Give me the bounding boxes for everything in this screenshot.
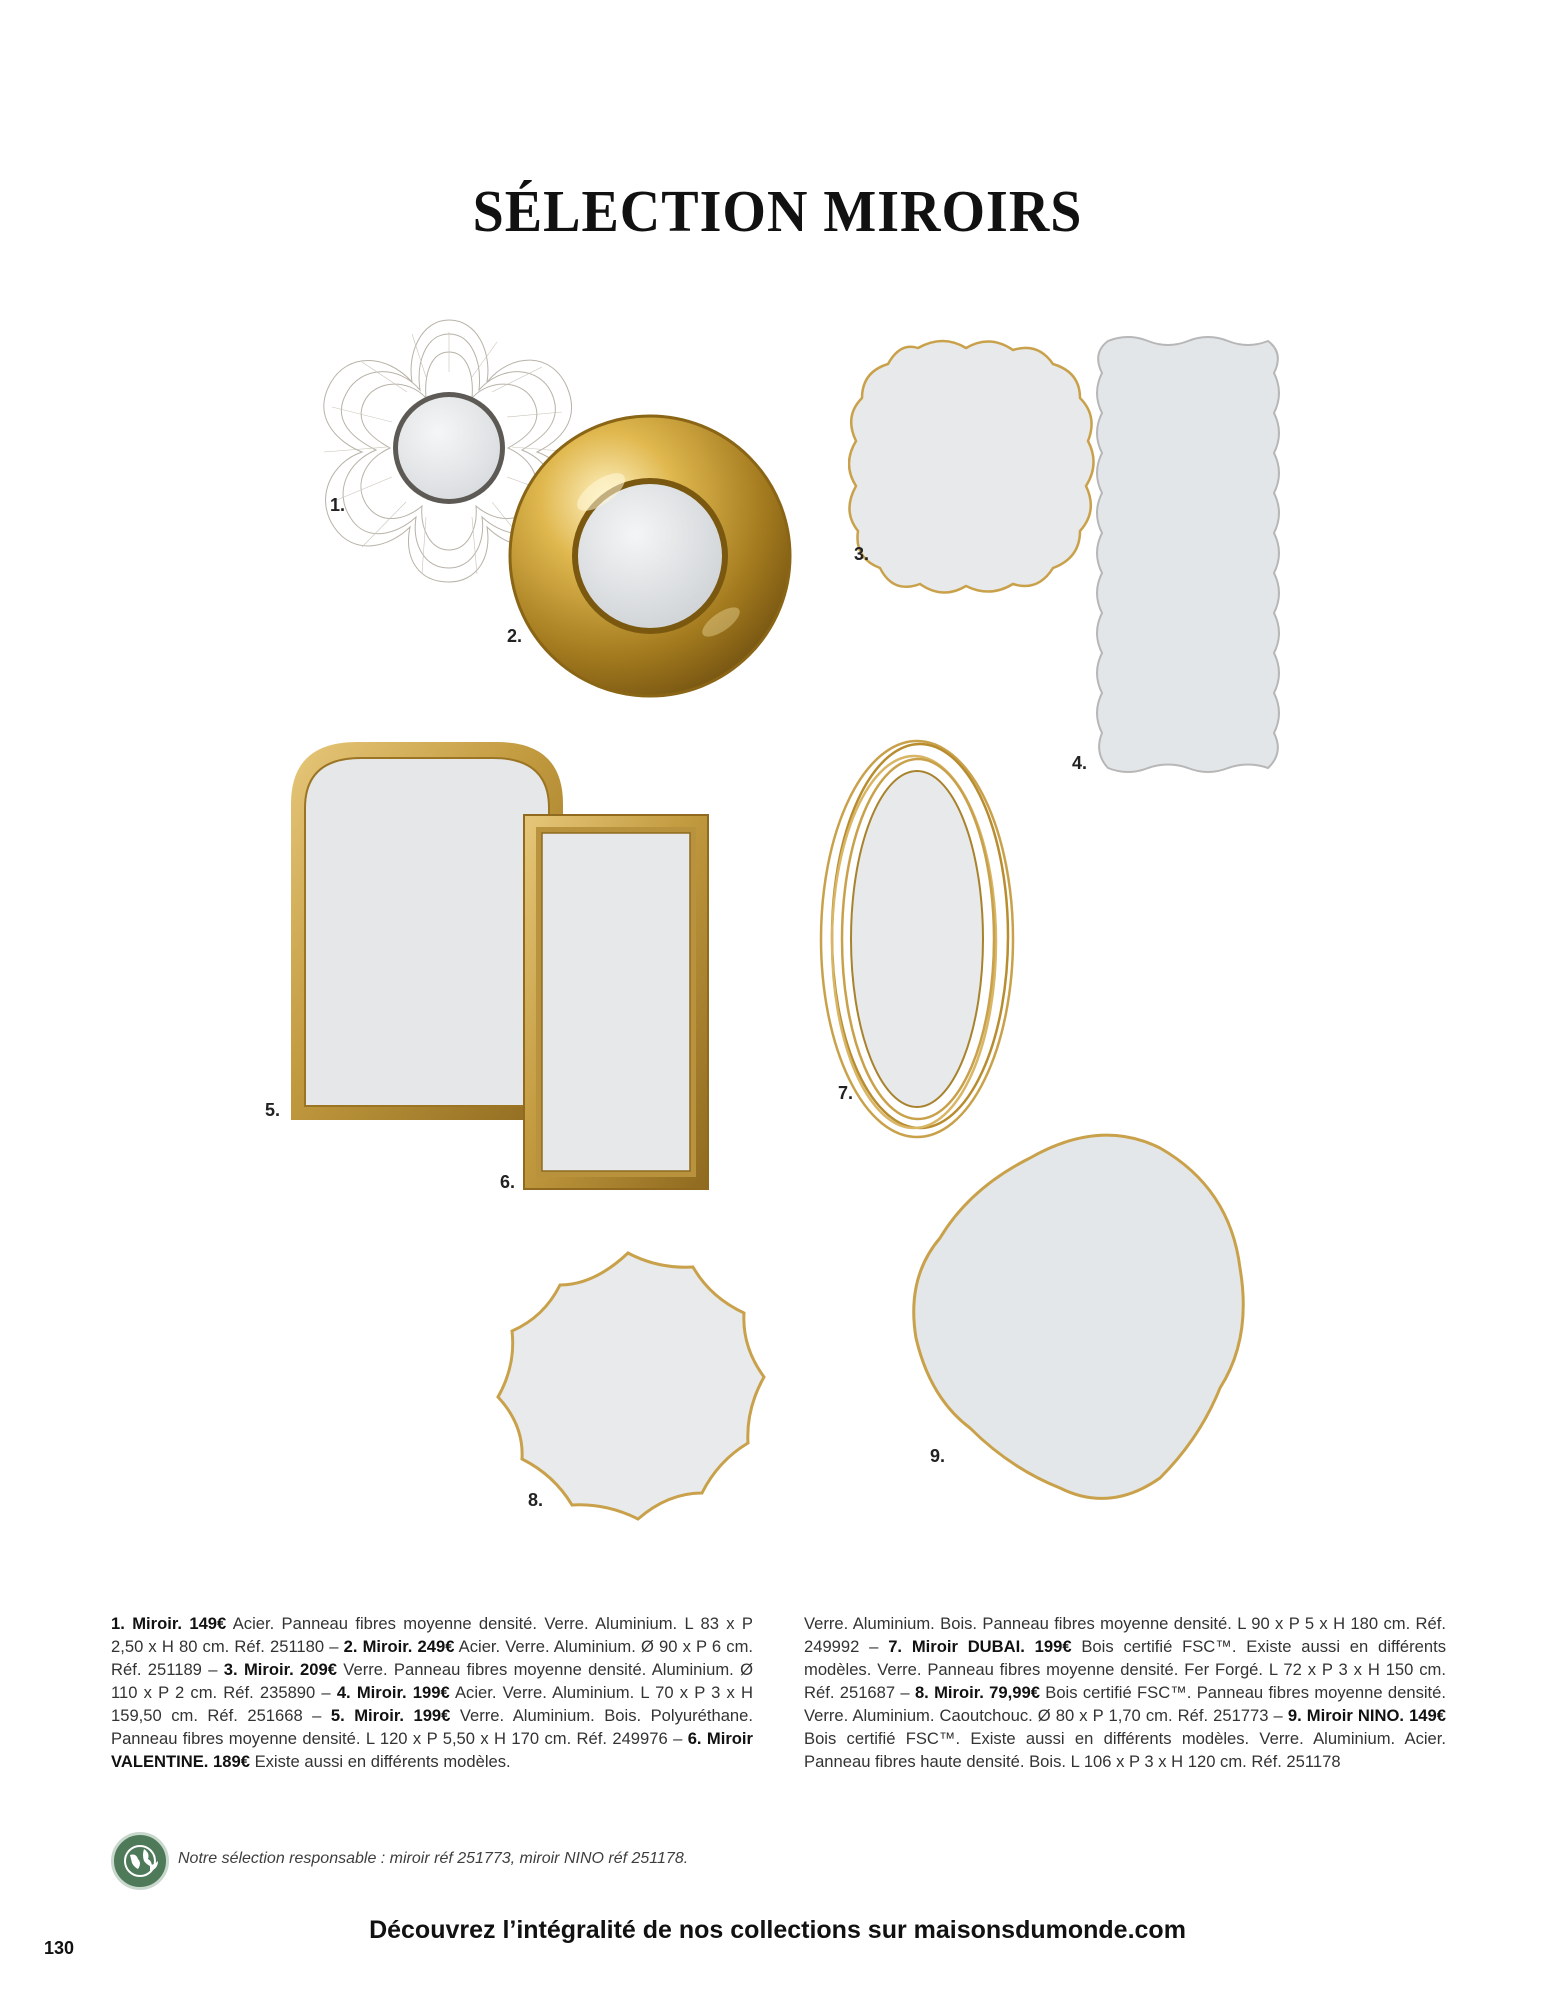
item-3-name: 3. Miroir. 209€ bbox=[223, 1660, 337, 1679]
mirror-5-label: 5. bbox=[265, 1100, 281, 1120]
mirror-2-image bbox=[506, 412, 794, 700]
globe-leaf-icon bbox=[111, 1832, 169, 1890]
description-column-2 bbox=[804, 1612, 1446, 1773]
mirror-9-label: 9. bbox=[930, 1446, 946, 1466]
item-4-text: Acier. Verre. Aluminium. L 70 x P 3 x H 159,50 cm. Réf. 251668 – bbox=[111, 1683, 753, 1725]
mirror-3-image bbox=[848, 336, 1098, 618]
mirror-9-image bbox=[910, 1128, 1260, 1508]
item-5-name: 5. Miroir. 199€ bbox=[330, 1706, 451, 1725]
mirror-6-label: 6. bbox=[500, 1172, 516, 1192]
page-title: SÉLECTION MIROIRS bbox=[472, 179, 1083, 245]
item-1-text: Acier. Panneau fibres moyenne densité. Verre. Aluminium. L 83 x P 2,50 x H 80 cm. Réf. 251180 – bbox=[111, 1614, 754, 1656]
item-1-name: 1. Miroir. 149€ bbox=[111, 1614, 227, 1633]
item-2-name: 2. Miroir. 249€ bbox=[343, 1637, 455, 1656]
eco-selection-text: Notre sélection responsable : miroir réf 251773, miroir NINO réf 251178. bbox=[178, 1850, 689, 1867]
item-9-name: 9. Miroir NINO. 149€ bbox=[1287, 1706, 1446, 1725]
description-column-1 bbox=[111, 1612, 753, 1773]
item-6-text: Existe aussi en différents modèles. bbox=[249, 1752, 511, 1771]
mirror-8-image bbox=[488, 1247, 770, 1529]
item-4-name: 4. Miroir. 199€ bbox=[336, 1683, 450, 1702]
item-8-text: Bois certifié FSC™. Panneau fibres moyenne densité. Verre. Aluminium. Caoutchouc. Ø 80 x P 1,70 cm. Réf. 251773 – bbox=[804, 1683, 1447, 1725]
item-7-name: 7. Miroir DUBAI. 199€ bbox=[888, 1637, 1072, 1656]
mirror-1-label: 1. bbox=[330, 495, 346, 515]
item-8-name: 8. Miroir. 79,99€ bbox=[914, 1683, 1040, 1702]
item-6-continued: Verre. Aluminium. Bois. Panneau fibres moyenne densité. L 90 x P 5 x H 180 cm. Réf. 249992 – bbox=[804, 1614, 1446, 1656]
item-3-text: Verre. Panneau fibres moyenne densité. Aluminium. Ø 110 x P 2 cm. Réf. 235890 – bbox=[111, 1660, 753, 1702]
item-6-name: 6. Miroir VALENTINE. 189€ bbox=[111, 1729, 753, 1771]
mirror-8-label: 8. bbox=[528, 1490, 544, 1510]
item-9-text: Bois certifié FSC™. Existe aussi en différents modèles. Verre. Aluminium. Acier. Panneau fibres haute densité. Bois. L 106 x P 3 x H 120 cm. Réf. 251178 bbox=[804, 1729, 1446, 1771]
item-5-text: Verre. Aluminium. Bois. Polyuréthane. Panneau fibres moyenne densité. L 120 x P 5,50 x H 170 cm. Réf. 249976 – bbox=[111, 1706, 753, 1748]
item-2-text: Acier. Verre. Aluminium. Ø 90 x P 6 cm. Réf. 251189 – bbox=[111, 1637, 754, 1679]
mirror-6-image bbox=[522, 813, 710, 1191]
mirror-7-image bbox=[814, 736, 1020, 1142]
page-number: 130 bbox=[44, 1938, 75, 1958]
mirror-3-label: 3. bbox=[854, 544, 870, 564]
mirror-7-label: 7. bbox=[838, 1083, 854, 1103]
mirror-4-image bbox=[1088, 333, 1288, 778]
item-7-text: Bois certifié FSC™. Existe aussi en différents modèles. Verre. Panneau fibres moyenne densité. Fer Forgé. L 72 x P 3 x H 150 cm. Réf. 251687 – bbox=[804, 1637, 1446, 1702]
footer-link-text[interactable]: Découvrez l’intégralité de nos collections sur maisonsdumonde.com bbox=[369, 1916, 1186, 1944]
mirror-4-label: 4. bbox=[1072, 753, 1088, 773]
mirror-2-label: 2. bbox=[507, 626, 523, 646]
